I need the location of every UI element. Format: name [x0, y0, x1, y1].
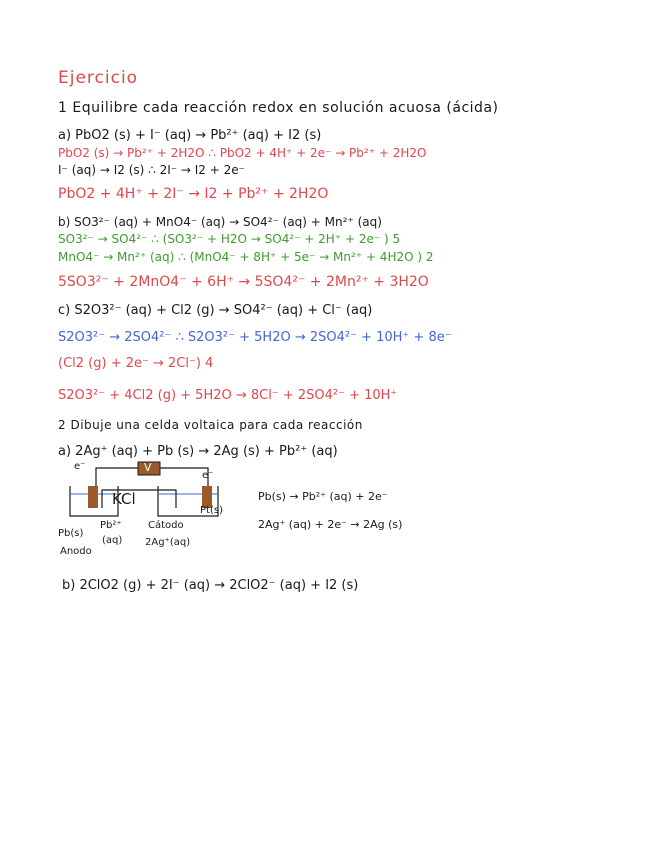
problem1c-prompt: c) S2O3²⁻ (aq) + Cl2 (g) → SO4²⁻ (aq) + Cl⁻ (aq)	[58, 303, 373, 318]
anode-electrode	[88, 486, 98, 508]
problem1a-result: PbO2 + 4H⁺ + 2I⁻ → I2 + Pb²⁺ + 2H2O	[58, 186, 329, 202]
cathode-label: Cátodo	[148, 520, 184, 531]
problem1a-step1: PbO2 (s) → Pb²⁺ + 2H2O ∴ PbO2 + 4H⁺ + 2e⁻ → Pb²⁺ + 2H2O	[58, 146, 427, 160]
problem1b-step2: MnO4⁻ → Mn²⁺ (aq) ∴ (MnO4⁻ + 8H⁺ + 5e⁻ → Mn²⁺ + 4H2O ) 2	[58, 250, 434, 264]
problem1c-step2: (Cl2 (g) + 2e⁻ → 2Cl⁻) 4	[58, 356, 214, 371]
salt-bridge-label: KCl	[112, 490, 136, 508]
problem1c-step1: S2O3²⁻ → 2SO4²⁻ ∴ S2O3²⁻ + 5H2O → 2SO4²⁻ + 10H⁺ + 8e⁻	[58, 330, 452, 345]
ion-right-label: 2Ag⁺(aq)	[145, 537, 191, 548]
problem1-heading: 1 Equilibre cada reacción redox en solución acuosa (ácida)	[58, 100, 499, 116]
ion-left-state-label: (aq)	[102, 535, 123, 546]
problem2a-prompt: a) 2Ag⁺ (aq) + Pb (s) → 2Ag (s) + Pb²⁺ (aq)	[58, 444, 338, 459]
problem2-heading: 2 Dibuje una celda voltaica para cada reacción	[58, 418, 363, 432]
problem1a-prompt: a) PbO2 (s) + I⁻ (aq) → Pb²⁺ (aq) + I2 (s)	[58, 128, 322, 143]
problem1c-result: S2O3²⁻ + 4Cl2 (g) + 5H2O → 8Cl⁻ + 2SO4²⁻ + 10H⁺	[58, 388, 398, 403]
anode-label: Anodo	[60, 546, 92, 557]
problem2a-half1: Pb(s) → Pb²⁺ (aq) + 2e⁻	[258, 490, 388, 503]
electrode-right-label: Pt(s)	[200, 505, 223, 516]
exercise-title: Ejercicio	[58, 68, 139, 88]
voltmeter-label: V	[144, 461, 152, 474]
problem1b-result: 5SO3²⁻ + 2MnO4⁻ + 6H⁺ → 5SO4²⁻ + 2Mn²⁺ + 3H2O	[58, 274, 429, 290]
problem1a-step2: I⁻ (aq) → I2 (s) ∴ 2I⁻ → I2 + 2e⁻	[58, 163, 245, 177]
ion-left-label: Pb²⁺	[100, 520, 122, 531]
problem2b-prompt: b) 2ClO2 (g) + 2I⁻ (aq) → 2ClO2⁻ (aq) + I2 (s)	[62, 578, 359, 593]
electrode-left-label: Pb(s)	[58, 528, 84, 539]
problem1b-prompt: b) SO3²⁻ (aq) + MnO4⁻ (aq) → SO4²⁻ (aq) + Mn²⁺ (aq)	[58, 215, 382, 229]
electron-right-label: e⁻	[202, 470, 214, 481]
problem1b-step1: SO3²⁻ → SO4²⁻ ∴ (SO3²⁻ + H2O → SO4²⁻ + 2H⁺ + 2e⁻ ) 5	[58, 232, 401, 246]
problem2a-half2: 2Ag⁺ (aq) + 2e⁻ → 2Ag (s)	[258, 518, 403, 531]
electron-left-label: e⁻	[74, 461, 86, 472]
